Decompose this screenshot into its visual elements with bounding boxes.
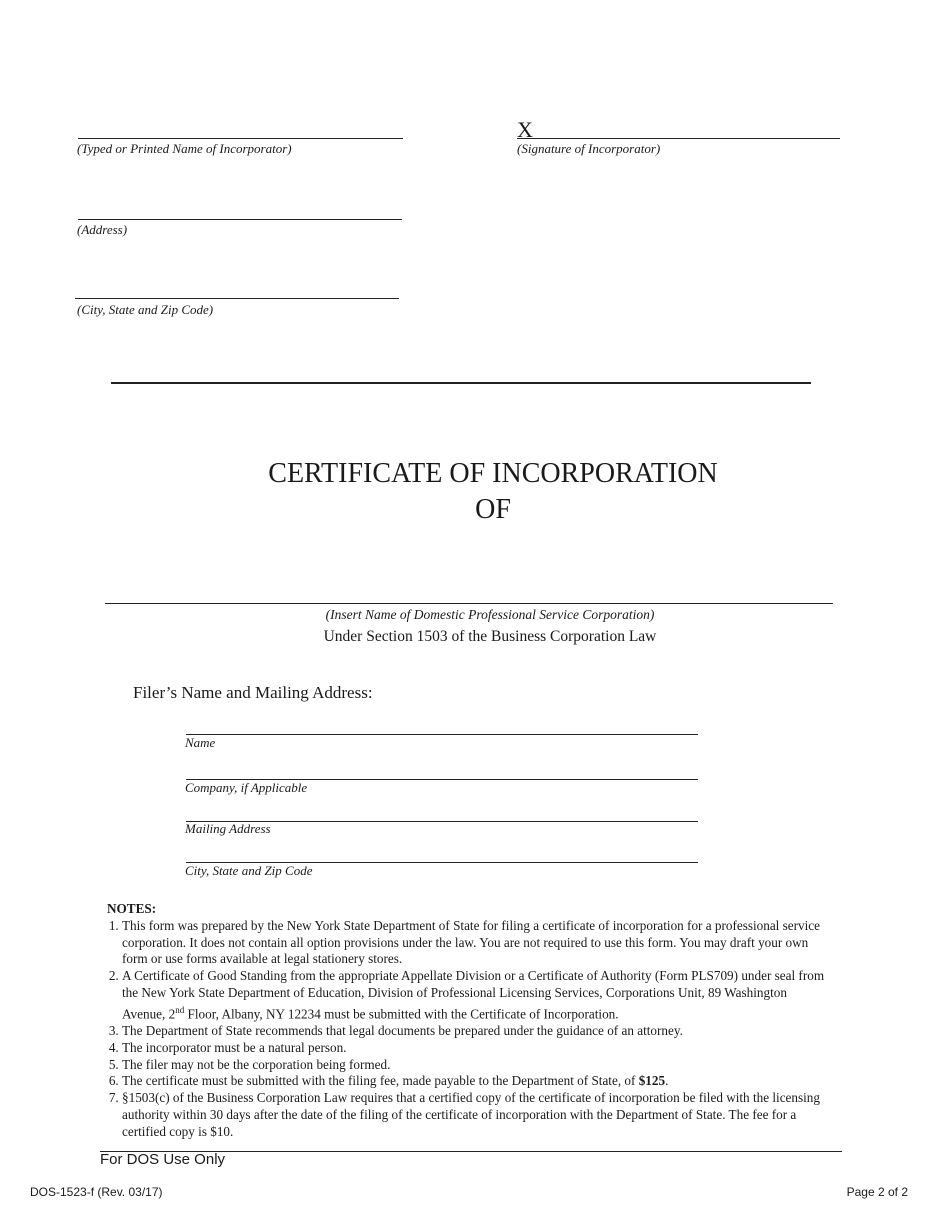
filer-heading: Filer’s Name and Mailing Address:: [133, 683, 373, 702]
incorporator-signature-line[interactable]: [517, 138, 840, 139]
note-6-text: The certificate must be submitted with the filing fee, made payable to the Department of State, of: [122, 1073, 639, 1089]
under-section-text: Under Section 1503 of the Business Corporation Law: [323, 628, 657, 645]
note-2-text-end: Floor, Albany, NY 12234 must be submitted with the Certificate of Incorporation.: [184, 1006, 619, 1022]
filer-name-line[interactable]: [186, 734, 698, 735]
note-item: [122, 1057, 827, 1074]
form-id: DOS-1523-f (Rev. 03/17): [30, 1185, 163, 1199]
certificate-of: OF: [475, 494, 511, 525]
incorporator-signature-caption: (Signature of Incorporator): [517, 141, 661, 156]
note-2-text: A Certificate of Good Standing from the appropriate Appellate Division or a Certificate of Authority (Form PLS709) under seal from the New York State Department of Education, Division of Professional Licensing Services, Corporations Unit, 89 Washington Avenue, 2: [122, 968, 825, 1022]
notes-section: [107, 901, 827, 1141]
incorporator-name-line[interactable]: [78, 138, 403, 139]
incorporator-name-caption: (Typed or Printed Name of Incorporator): [77, 141, 292, 156]
note-item: [122, 1090, 827, 1140]
filer-company-caption: Company, if Applicable: [185, 780, 308, 795]
certificate-title: CERTIFICATE OF INCORPORATION: [268, 458, 718, 489]
note-2-superscript: nd: [175, 1004, 185, 1015]
note-1-text: This form was prepared by the New York State Department of State for filing a certificate of incorporation for a professional service corporation. It does not contain all option provisions under the law. You are not required to use this form. You may draft your own form or use forms available at legal stationery stores.: [122, 917, 820, 967]
note-3-text: The Department of State recommends that legal documents be prepared under the guidance of an attorney.: [122, 1022, 683, 1038]
corporation-name-line[interactable]: [105, 603, 833, 604]
signature-x-mark: X: [517, 117, 533, 142]
filer-city-caption: City, State and Zip Code: [185, 863, 313, 878]
note-6-text-end: .: [665, 1073, 669, 1089]
note-4-text: The incorporator must be a natural person.: [122, 1039, 347, 1055]
incorporator-address-caption: (Address): [77, 222, 128, 237]
incorporator-city-line[interactable]: [75, 298, 399, 299]
filer-mailing-caption: Mailing Address: [185, 821, 271, 836]
note-7-text: §1503(c) of the Business Corporation Law requires that a certified copy of the certificate of incorporation be filed with the licensing authority within 30 days after the date of the filing of the certificate of incorporation with the Department of State. The fee for a certified copy is $10.: [122, 1090, 820, 1139]
note-item: [122, 1073, 827, 1090]
dos-use-label: For DOS Use Only: [100, 1151, 226, 1168]
incorporator-city-caption: (City, State and Zip Code): [77, 302, 214, 317]
note-item: [122, 1023, 827, 1040]
notes-list: [107, 918, 827, 1141]
note-5-text: The filer may not be the corporation being formed.: [122, 1056, 391, 1072]
page-number: Page 2 of 2: [846, 1185, 908, 1199]
note-item: [122, 1040, 827, 1057]
corporation-name-caption: (Insert Name of Domestic Professional Service Corporation): [325, 607, 655, 622]
section-divider: [111, 382, 811, 384]
incorporator-address-line[interactable]: [78, 219, 402, 220]
note-item: [122, 918, 827, 968]
filer-name-caption: Name: [185, 735, 216, 750]
note-item: [122, 968, 827, 1023]
notes-heading: NOTES:: [107, 901, 157, 916]
filing-fee-amount: $125: [638, 1073, 666, 1089]
